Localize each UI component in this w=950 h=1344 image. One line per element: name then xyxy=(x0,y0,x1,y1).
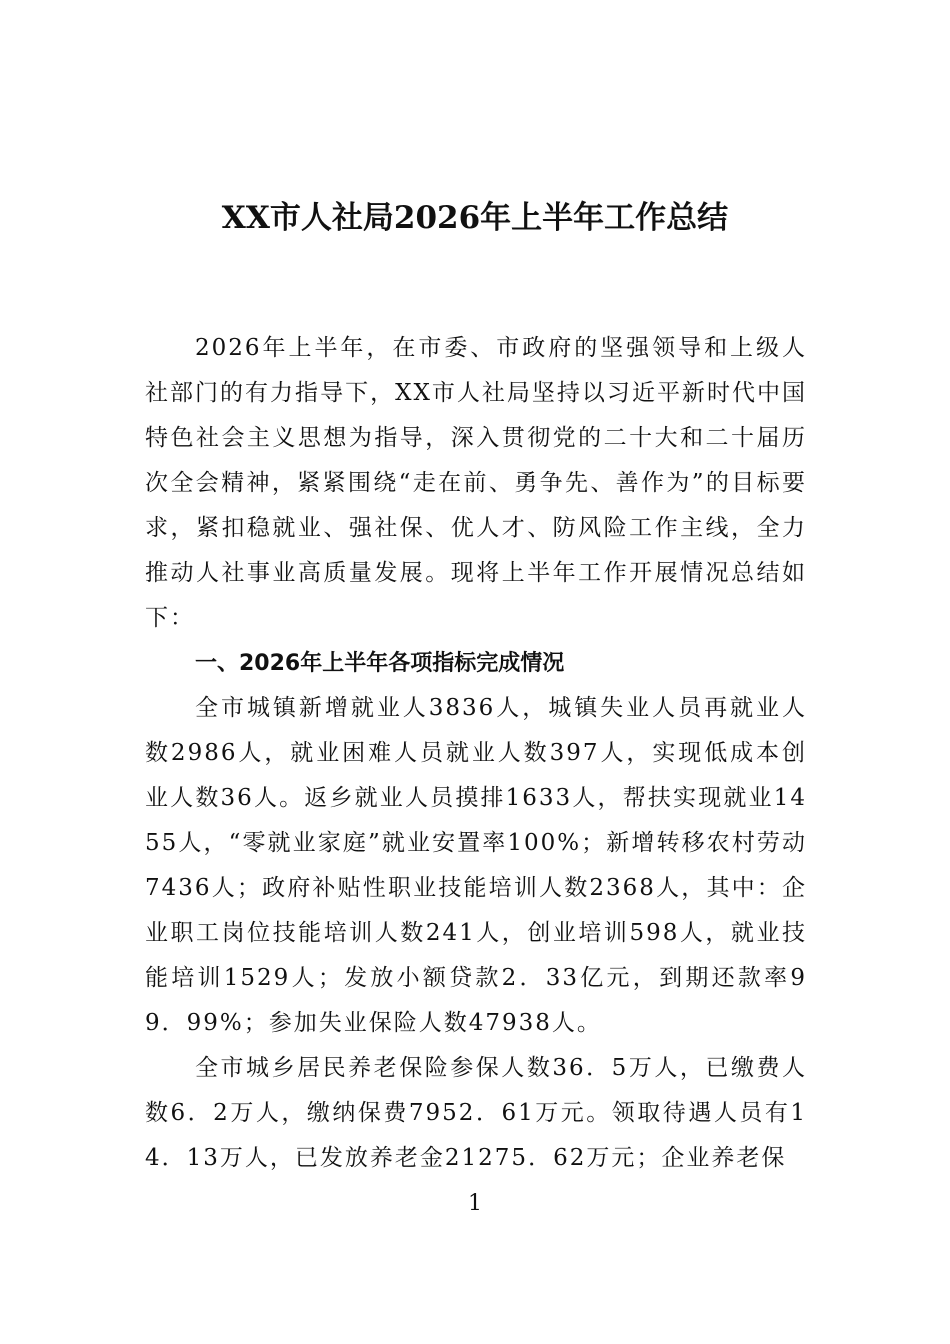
employment-indicators-paragraph: 全市城镇新增就业人3836人，城镇失业人员再就业人数2986人，就业困难人员就业人数397人，实现低成本创业人数36人。返乡就业人员摸排1633人，帮扶实现就业1455人，“零就业家庭”就业安置率100%；新增转移农村劳动7436人；政府补贴性职业技能培训人数2368人，其中：企业职工岗位技能培训人数241人，创业培训598人，就业技能培训1529人；发放小额贷款2．33亿元，到期还款率99．99%；参加失业保险人数47938人。 xyxy=(145,695,807,1036)
pension-indicators-paragraph: 全市城乡居民养老保险参保人数36．5万人，已缴费人数6．2万人，缴纳保费7952．61万元。领取待遇人员有14．13万人，已发放养老金21275．62万元；企业养老保 xyxy=(145,1055,807,1171)
document-body xyxy=(145,326,807,1181)
page-number: 1 xyxy=(468,1191,482,1216)
section-heading: 一、2026年上半年各项指标完成情况 xyxy=(195,651,565,676)
document-title: XX市人社局2026年上半年工作总结 xyxy=(221,200,729,236)
intro-paragraph: 2026年上半年，在市委、市政府的坚强领导和上级人社部门的有力指导下，XX市人社局坚持以习近平新时代中国特色社会主义思想为指导，深入贯彻党的二十大和二十届历次全会精神，紧紧围绕“走在前、勇争先、善作为”的目标要求，紧扣稳就业、强社保、优人才、防风险工作主线，全力推动人社事业高质量发展。现将上半年工作开展情况总结如下： xyxy=(145,335,807,631)
